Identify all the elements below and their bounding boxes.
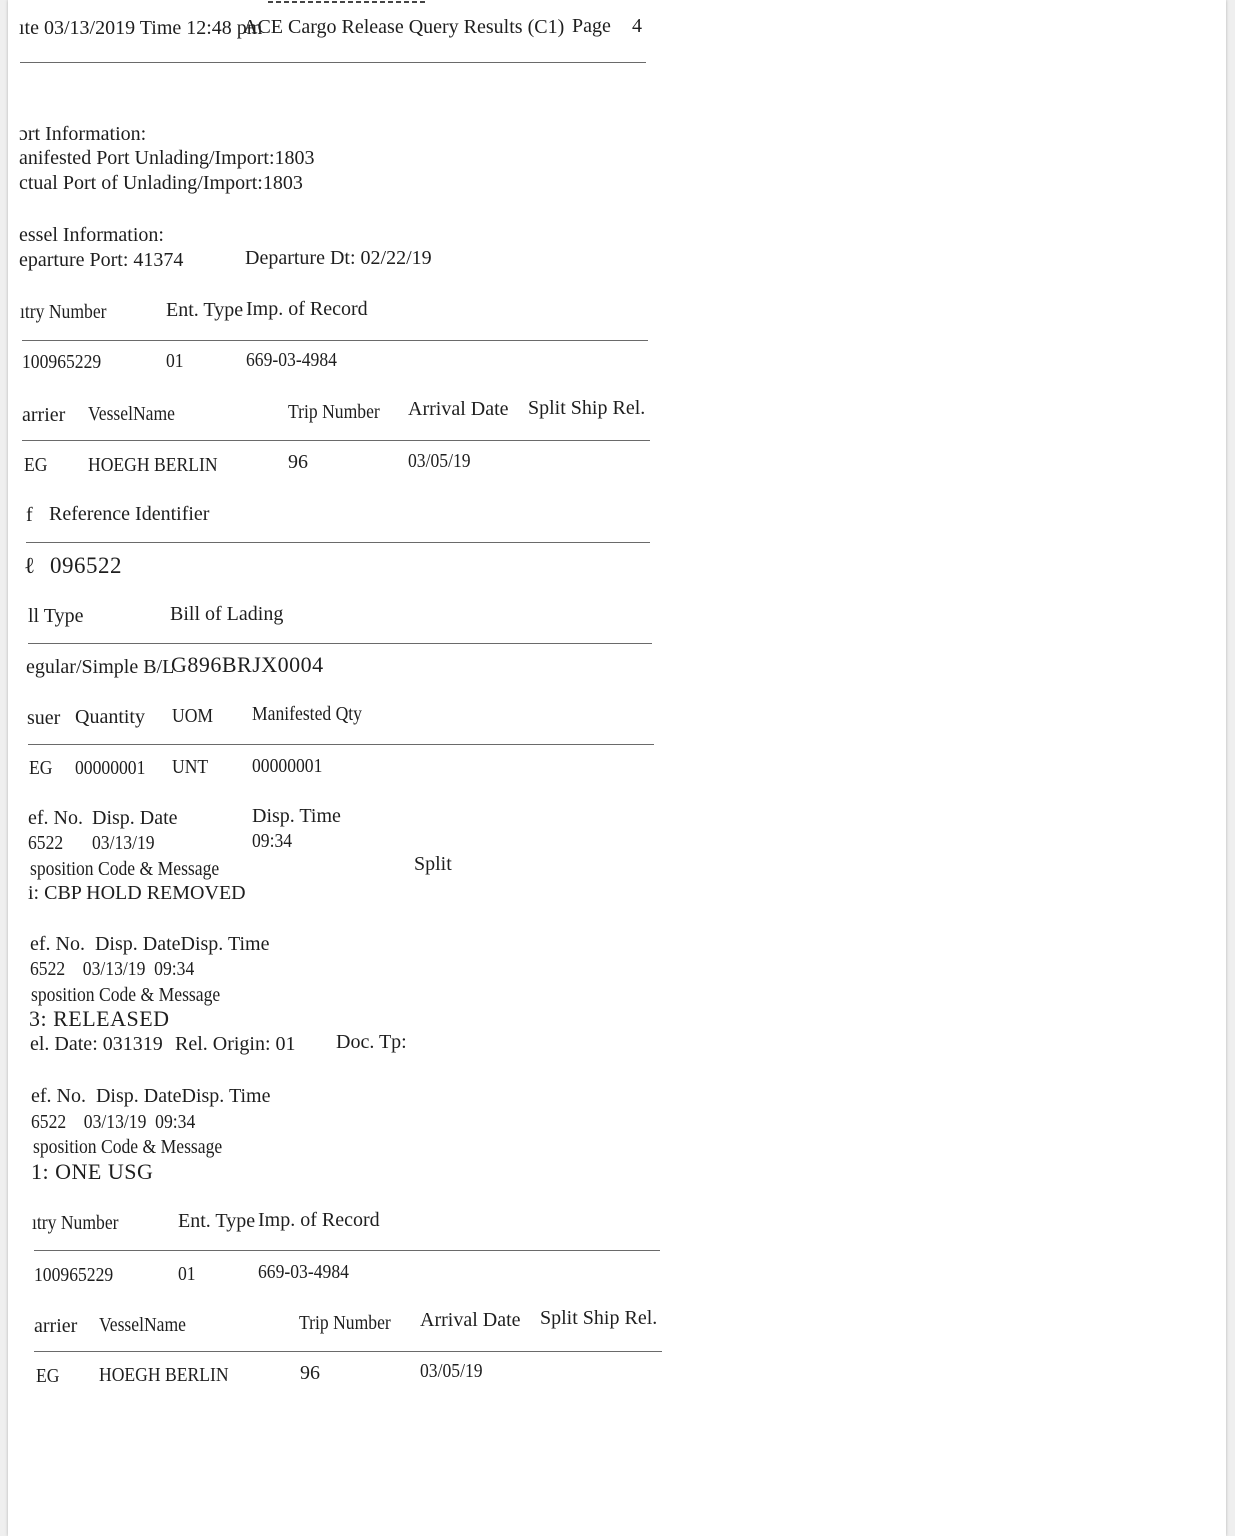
carrier2-arrival-date-header: Arrival Date bbox=[420, 1309, 521, 1331]
carrier2-vessel-name-value: HOEGH BERLIN bbox=[99, 1364, 229, 1386]
disp1-split-label: Split bbox=[414, 853, 452, 875]
arrival-date-header: Arrival Date bbox=[408, 398, 509, 420]
reference-identifier-header: Reference Identifier bbox=[49, 503, 210, 525]
disp3-labels: ef. No. Disp. DateDisp. Time bbox=[31, 1085, 271, 1107]
bill-type-value: egular/Simple B/L bbox=[26, 656, 175, 678]
disp2-rel-origin: Rel. Origin: 01 bbox=[175, 1033, 296, 1055]
entry2-imp-record-header: Imp. of Record bbox=[258, 1209, 380, 1231]
issuer-header: suer bbox=[27, 707, 61, 729]
disp2-doc-tp: Doc. Tp: bbox=[336, 1031, 407, 1053]
bill-type-header: ll Type bbox=[28, 605, 84, 627]
reference-identifier-value: 096522 bbox=[50, 553, 122, 578]
issuer-value: EG bbox=[29, 757, 53, 779]
disp3-code-label: sposition Code & Message bbox=[33, 1136, 223, 1158]
disp1-ref-value: 6522 bbox=[28, 832, 64, 854]
ent-type-header: Ent. Type bbox=[166, 299, 244, 321]
entry2-number-value: 100965229 bbox=[34, 1264, 114, 1286]
page-label: Page bbox=[572, 15, 611, 37]
vessel-name-header: VesselName bbox=[88, 403, 175, 425]
entry2-imp-record-value: 669-03-4984 bbox=[258, 1261, 349, 1283]
arrival-date-value: 03/05/19 bbox=[408, 450, 471, 472]
departure-date: Departure Dt: 02/22/19 bbox=[245, 247, 432, 269]
bill-of-lading-value: G896BRJX0004 bbox=[171, 652, 324, 677]
page-number: 4 bbox=[632, 15, 642, 37]
entry-number-value: 100965229 bbox=[22, 351, 102, 373]
carrier2-header: arrier bbox=[34, 1315, 78, 1337]
carrier-divider bbox=[22, 440, 650, 441]
disp3-values: 6522 03/13/19 09:34 bbox=[31, 1111, 196, 1133]
reference-divider bbox=[26, 542, 650, 543]
imp-record-header: Imp. of Record bbox=[246, 298, 368, 320]
disp1-date-label: Disp. Date bbox=[92, 807, 178, 829]
trip-number-header: Trip Number bbox=[288, 401, 380, 423]
vessel-info-heading: essel Information: bbox=[19, 224, 164, 246]
carrier2-arrival-date-value: 03/05/19 bbox=[420, 1360, 483, 1382]
departure-port: eparture Port: 41374 bbox=[19, 249, 184, 271]
uom-value: UNT bbox=[172, 756, 209, 778]
vessel-name-value: HOEGH BERLIN bbox=[88, 454, 218, 476]
cropped-company-name bbox=[268, 0, 428, 4]
entry2-ent-type-header: Ent. Type bbox=[178, 1210, 256, 1232]
carrier2-split-ship-rel-header: Split Ship Rel. bbox=[540, 1307, 658, 1329]
disp3-message: 1: ONE USG bbox=[31, 1159, 154, 1184]
disp1-time-label: Disp. Time bbox=[252, 805, 341, 827]
carrier2-trip-number-value: 96 bbox=[300, 1362, 320, 1384]
carrier-value: EG bbox=[24, 454, 48, 476]
manifested-port: anifested Port Unlading/Import:1803 bbox=[19, 147, 315, 169]
disp1-date-value: 03/13/19 bbox=[92, 832, 155, 854]
bill-of-lading-header: Bill of Lading bbox=[170, 603, 284, 625]
entry2-ent-type-value: 01 bbox=[178, 1263, 196, 1285]
manifested-qty-value: 00000001 bbox=[252, 755, 323, 777]
trip-number-value: 96 bbox=[288, 451, 308, 473]
carrier2-vessel-name-header: VesselName bbox=[99, 1314, 186, 1336]
disp2-code-label: sposition Code & Message bbox=[31, 984, 221, 1006]
disp1-message: i: CBP HOLD REMOVED bbox=[28, 882, 246, 904]
uom-header: UOM bbox=[172, 705, 214, 727]
carrier2-trip-number-header: Trip Number bbox=[299, 1312, 391, 1334]
disp2-labels: ef. No. Disp. DateDisp. Time bbox=[30, 933, 270, 955]
carrier2-divider bbox=[34, 1351, 662, 1352]
imp-record-value: 669-03-4984 bbox=[246, 349, 337, 371]
carrier2-value: EG bbox=[36, 1365, 60, 1387]
manifested-qty-header: Manifested Qty bbox=[252, 703, 362, 725]
entry2-divider bbox=[34, 1250, 660, 1251]
carrier-header: arrier bbox=[22, 404, 66, 426]
report-title: ACE Cargo Release Query Results (C1) bbox=[243, 16, 565, 38]
actual-port: ctual Port of Unlading/Import:1803 bbox=[19, 172, 303, 194]
reference-value-prefix: ℓ bbox=[24, 553, 36, 578]
disp2-message: 3: RELEASED bbox=[29, 1006, 170, 1031]
disp2-values: 6522 03/13/19 09:34 bbox=[30, 958, 195, 980]
entry-number-header: ıtry Number bbox=[20, 301, 107, 323]
ent-type-value: 01 bbox=[166, 350, 184, 372]
disp1-time-value: 09:34 bbox=[252, 830, 293, 852]
disp1-ref-label: ef. No. bbox=[28, 807, 83, 829]
issuer-divider bbox=[28, 744, 654, 745]
quantity-value: 00000001 bbox=[75, 757, 146, 779]
document-page bbox=[8, 0, 1226, 1536]
disp2-rel-date: el. Date: 031319 bbox=[30, 1033, 163, 1055]
header-divider bbox=[20, 62, 646, 63]
entry-divider bbox=[22, 340, 648, 341]
quantity-header: Quantity bbox=[75, 706, 145, 728]
disp1-code-label: sposition Code & Message bbox=[30, 858, 220, 880]
entry2-number-header: ıtry Number bbox=[32, 1212, 119, 1234]
bill-divider bbox=[28, 643, 652, 644]
reference-header-prefix: f bbox=[26, 504, 33, 526]
split-ship-rel-header: Split Ship Rel. bbox=[528, 397, 646, 419]
report-datetime: ıte 03/13/2019 Time 12:48 pm bbox=[19, 17, 263, 39]
port-info-heading: ɔrt Information: bbox=[19, 123, 147, 145]
